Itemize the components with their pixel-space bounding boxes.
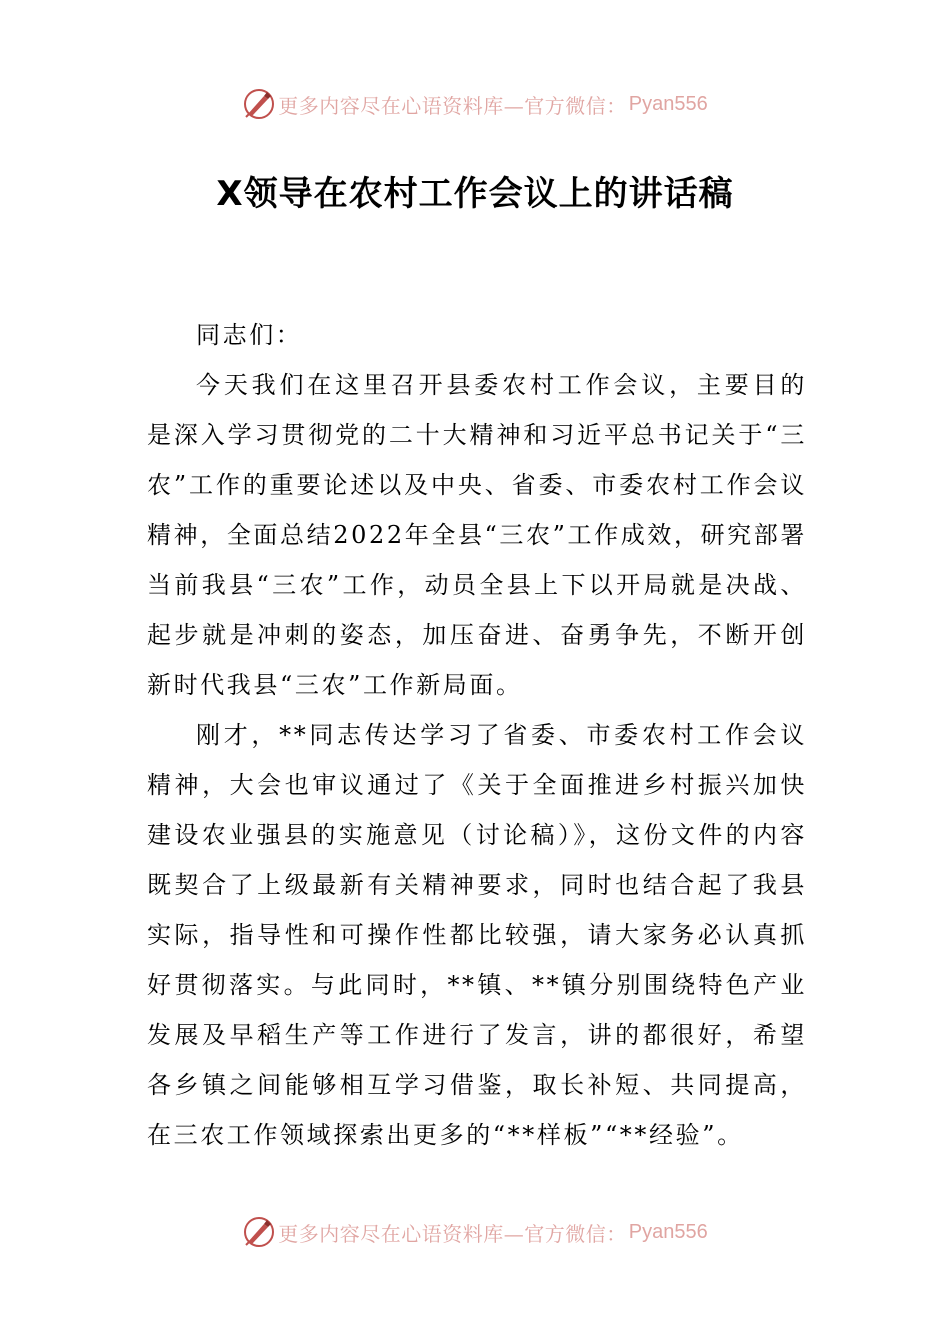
pen-logo-icon <box>242 1215 276 1249</box>
paragraph-2: 刚才，**同志传达学习了省委、市委农村工作会议精神，大会也审议通过了《关于全面推进乡村振兴加快建设农业强县的实施意见（讨论稿）》，这份文件的内容既契合了上级最新有关精神要求，同时也结合起了我县实际，指导性和可操作性都比较强，请大家务必认真抓好贯彻落实。与此同时，**镇、**镇分别围绕特色产业发展及早稻生产等工作进行了发言，讲的都很好，希望各乡镇之间能够相互学习借鉴，取长补短、共同提高，在三农工作领域探索出更多的“**样板”“**经验”。 <box>147 721 807 1149</box>
banner-text: 更多内容尽在心语资料库—官方微信： <box>278 1221 627 1246</box>
paragraph-1: 今天我们在这里召开县委农村工作会议，主要目的是深入学习贯彻党的二十大精神和习近平总书记关于“三农”工作的重要论述以及中央、省委、市委农村工作会议精神，全面总结2022年全县“三农”工作成效，研究部署当前我县“三农”工作，动员全县上下以开局就是决战、起步就是冲刺的姿态，加压奋进、奋勇争先，不断开创新时代我县“三农”工作新局面。 <box>147 371 807 699</box>
wechat-id: Pyan556 <box>628 1220 708 1243</box>
document-title: X领导在农村工作会议上的讲话稿 <box>216 174 734 214</box>
document-body <box>147 310 807 1160</box>
footer-banner <box>0 1212 950 1252</box>
wechat-id: Pyan556 <box>628 92 708 115</box>
pen-logo-icon <box>242 87 276 121</box>
salutation: 同志们： <box>196 321 303 349</box>
header-banner <box>0 84 950 124</box>
banner-text: 更多内容尽在心语资料库—官方微信： <box>278 93 627 118</box>
